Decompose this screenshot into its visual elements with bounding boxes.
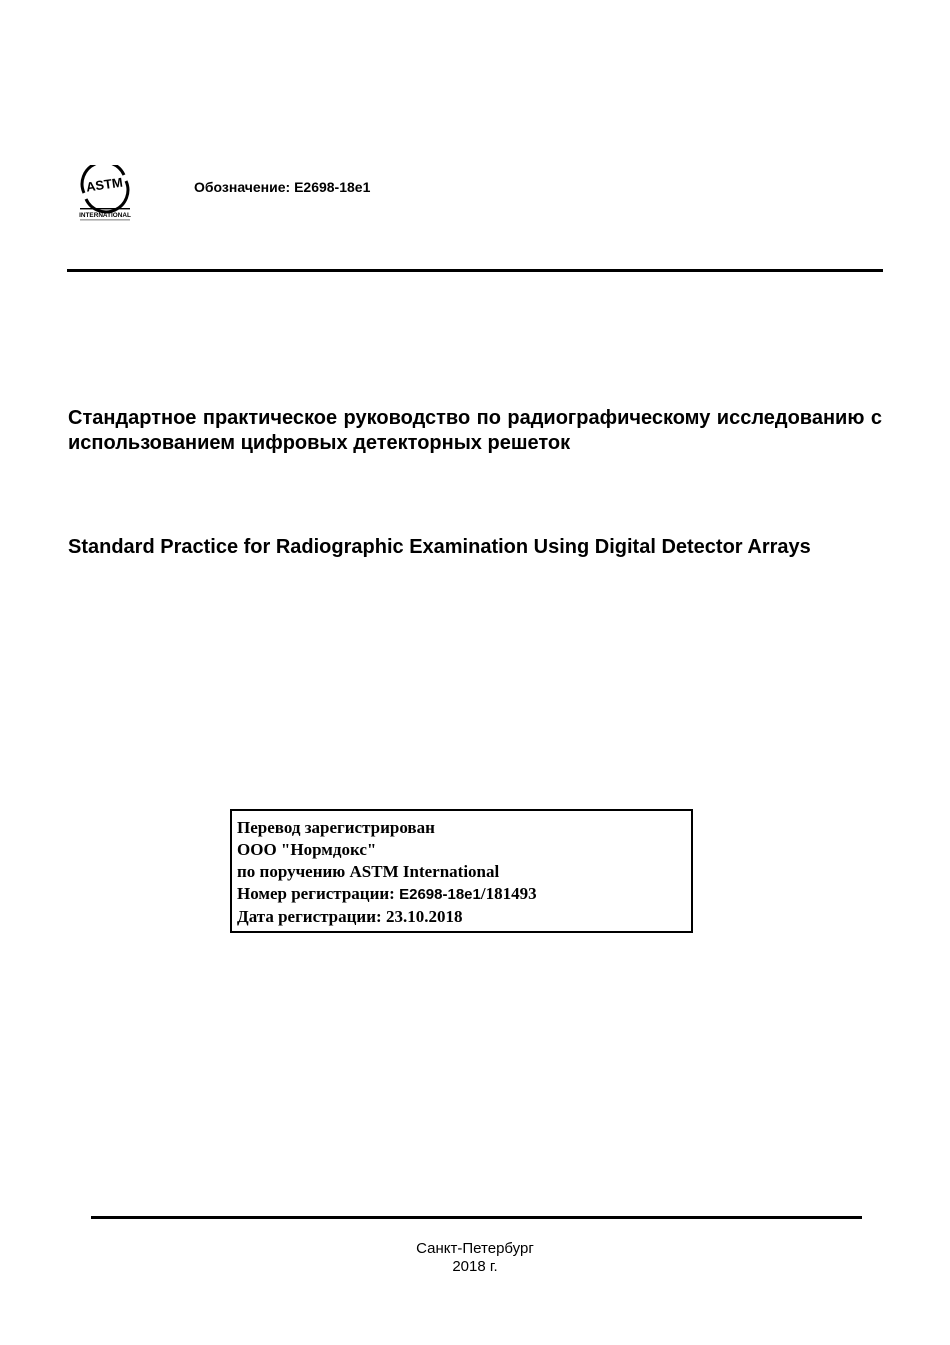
registration-date xyxy=(237,906,691,928)
registration-line-3: по поручению ASTM International xyxy=(237,862,500,881)
designation xyxy=(194,179,370,195)
footer-year: 2018 г. xyxy=(452,1258,498,1275)
registration-date-label: Дата регистрации: xyxy=(237,907,382,926)
designation-value: E2698-18e1 xyxy=(294,179,371,195)
bottom-divider xyxy=(91,1216,862,1219)
footer-city: Санкт-Петербург xyxy=(416,1240,534,1257)
logo-mark: ASTM xyxy=(85,174,124,195)
title-english: Standard Practice for Radiographic Examination Using Digital Detector Arrays xyxy=(68,536,811,558)
registration-number-code: E2698-18e1 xyxy=(399,886,481,903)
title-russian: Стандартное практическое руководство по радиографическому исследованию с использованием цифровых детекторных решеток xyxy=(68,407,882,454)
top-divider xyxy=(67,269,883,272)
registration-line-1: Перевод зарегистрирован xyxy=(237,818,435,837)
astm-logo xyxy=(78,165,132,223)
registration-number xyxy=(237,883,691,906)
registration-date-value: 23.10.2018 xyxy=(385,907,463,926)
registration-number-suffix: /181493 xyxy=(480,884,537,903)
logo-subtitle: INTERNATIONAL xyxy=(79,212,131,219)
footer xyxy=(0,1240,950,1276)
registration-number-label: Номер регистрации: xyxy=(237,884,395,903)
designation-label: Обозначение: xyxy=(194,179,291,195)
registration-line-2: ООО "Нормдокс" xyxy=(237,840,377,859)
registration-box xyxy=(230,809,693,933)
